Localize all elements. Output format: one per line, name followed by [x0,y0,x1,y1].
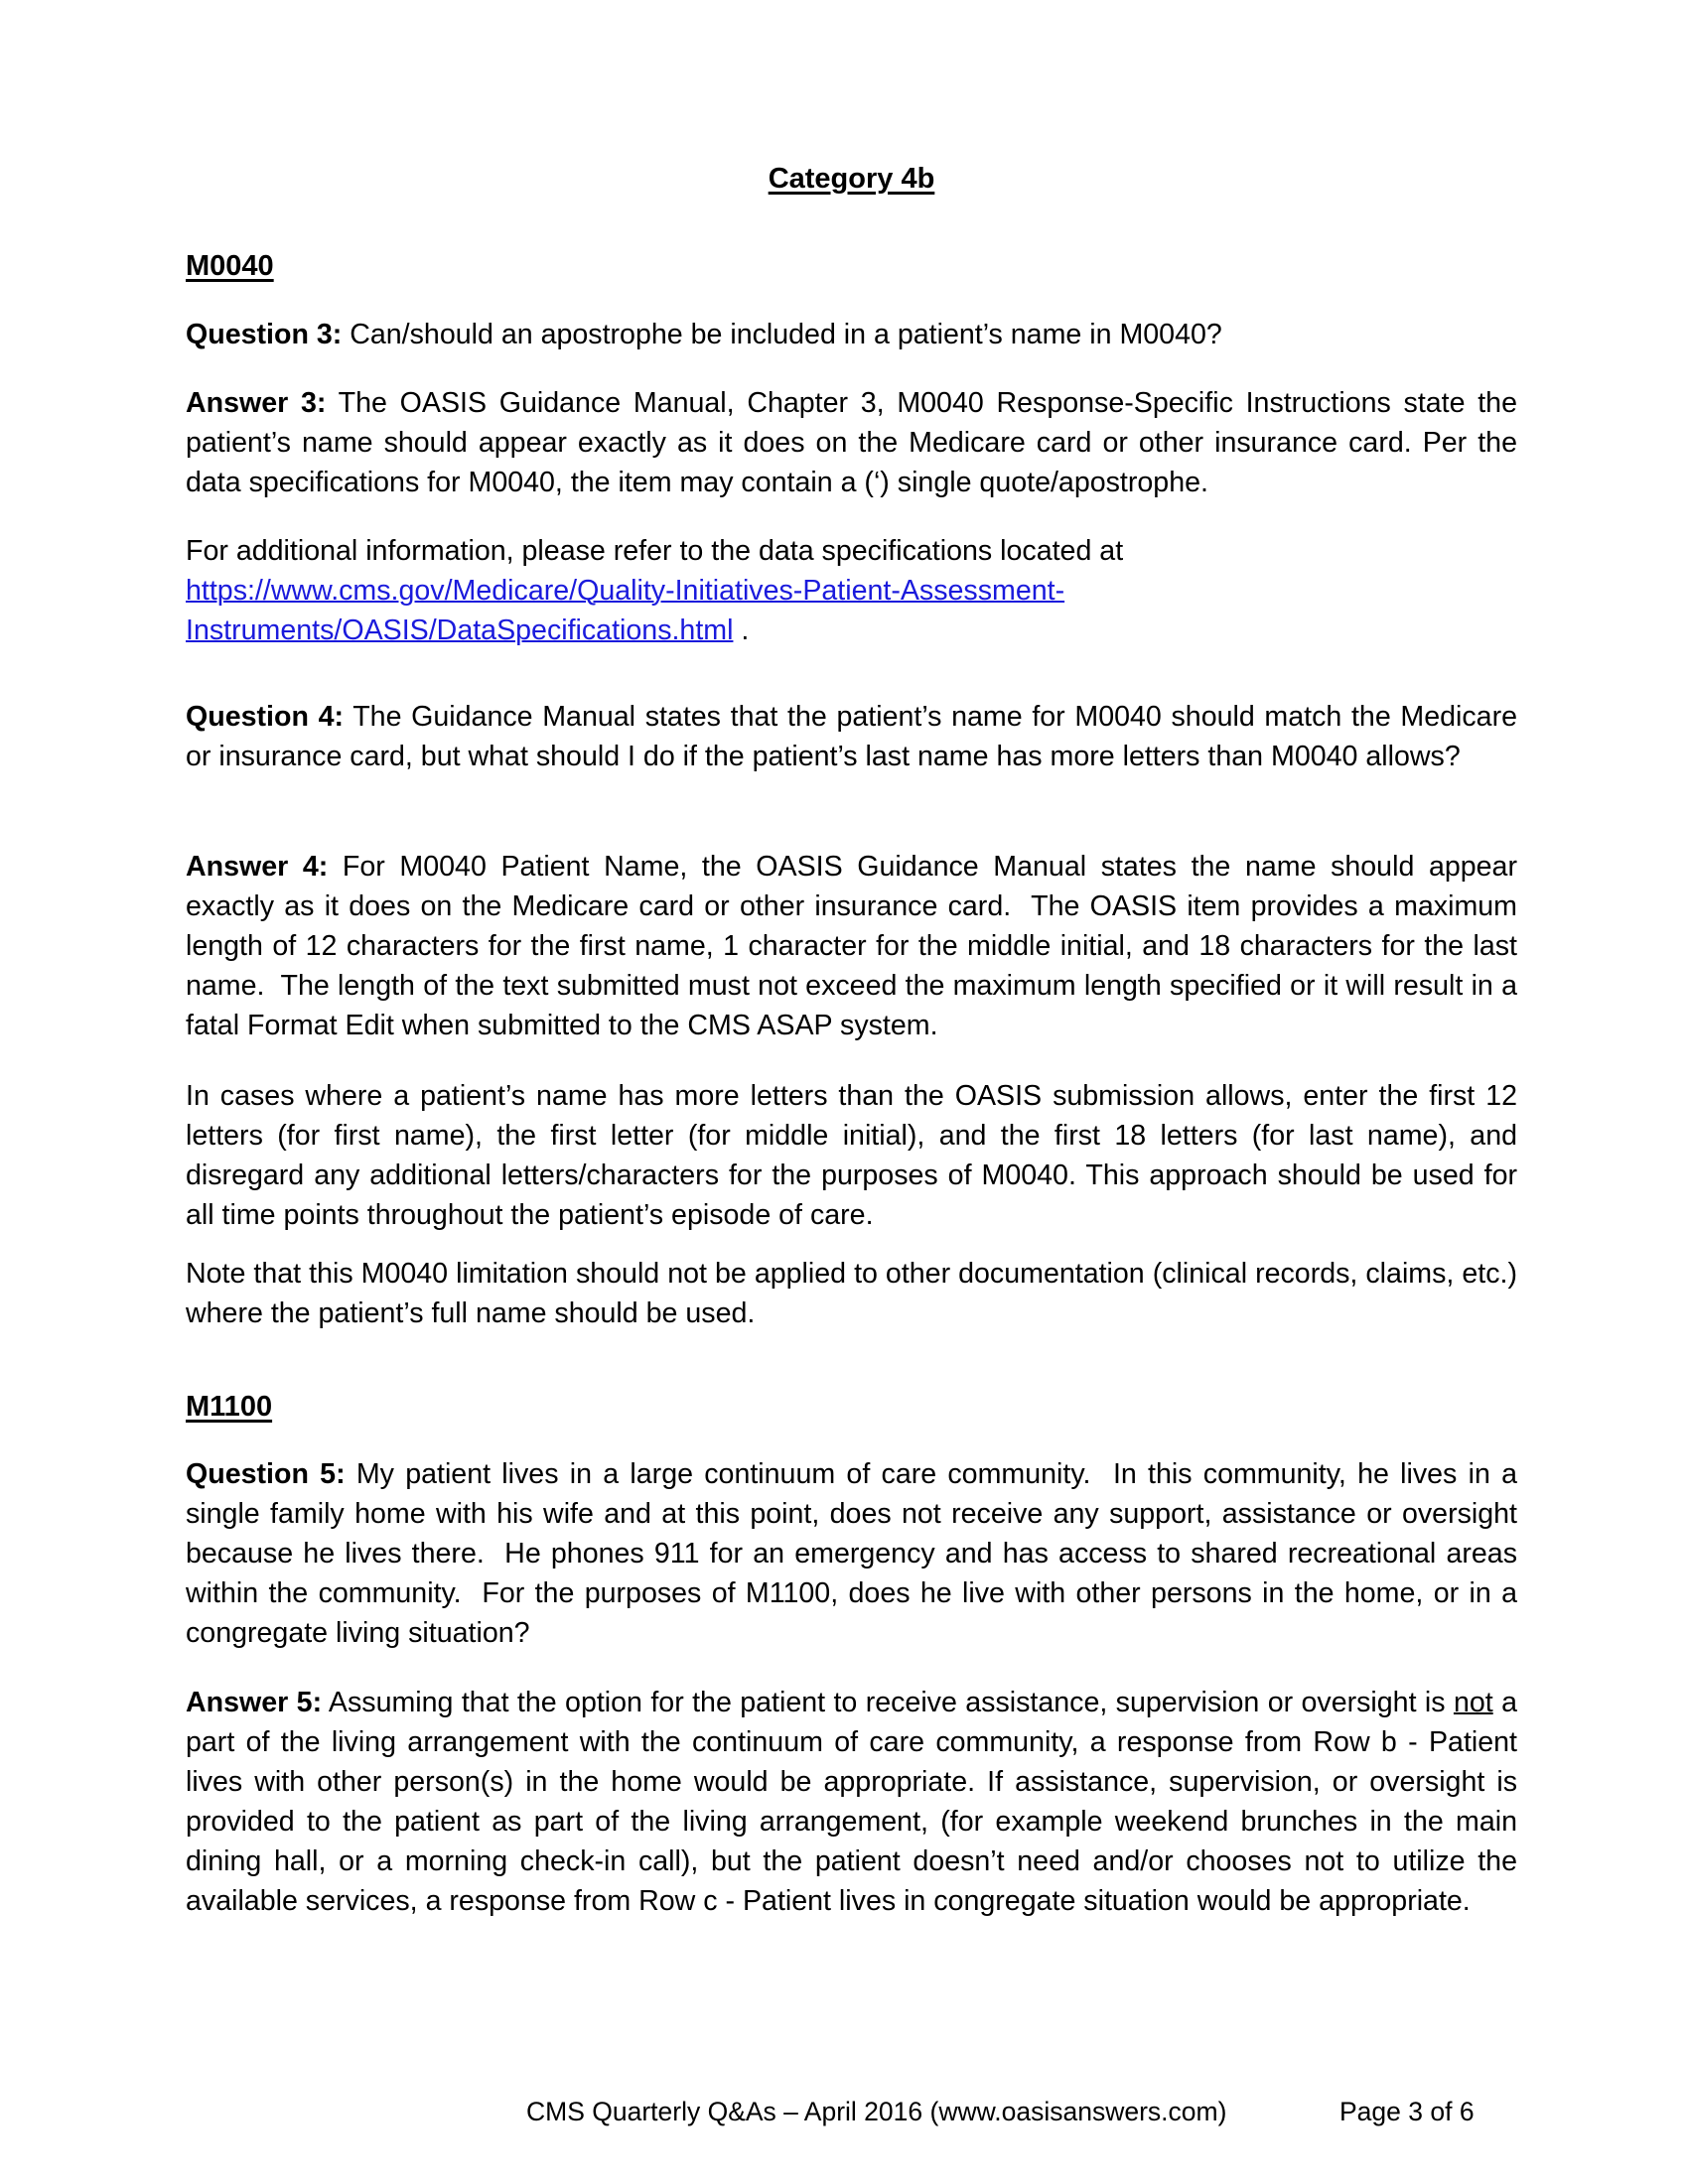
answer-4-label: Answer 4: [186,851,329,883]
answer-4-paragraph-3: Note that this M0040 limitation should not be applied to other documentation (clinical records, claims, etc.) where the patient’s full name should be used. [186,1258,1517,1329]
section-heading-m1100: M1100 [186,1391,273,1423]
answer-5-text-post: a part of the living arrangement with the continuum of care community, a response from Row b - Patient lives with other person(s) in the home would be appropriate. If assistance, supervision, or oversight is provided to the patient as part of the living arrangement, (for example weekend brunches in the main dining hall, or a morning check-in call), but the patient doesn’t need and/or chooses not to utilize the available services, a response from Row c - Patient lives in congregate situation would be appropriate. [186,1687,1517,1917]
link-trailing-period: . [733,614,750,646]
answer-5-label: Answer 5: [186,1687,323,1718]
answer-5-text-pre: Assuming that the option for the patient to receive assistance, supervision or oversight is [322,1687,1454,1718]
section-heading-m0040: M0040 [186,250,274,282]
answer-4-text: For M0040 Patient Name, the OASIS Guidance Manual states the name should appear exactly as it does on the Medicare card or other insurance card. The OASIS item provides a maximum length of 12 characters for the first name, 1 character for the middle initial, and 18 characters for the last name. The length of the text submitted must not exceed the maximum length specified or it will result in a fatal Format Edit when submitted to the CMS ASAP system. [186,851,1517,1041]
footer-source: CMS Quarterly Q&As – April 2016 (www.oasisanswers.com) [526,2097,1227,2126]
answer-5 [186,1683,1517,1921]
additional-info-text: For additional information, please refer to the data specifications located at [186,535,1124,567]
question-4-text: The Guidance Manual states that the patient’s name for M0040 should match the Medicare or insurance card, but what should I do if the patient’s last name has more letters than M0040 allows? [186,701,1518,772]
question-5-label: Question 5: [186,1458,346,1490]
question-5-text: My patient lives in a large continuum of care community. In this community, he lives in a single family home with his wife and at this point, does not receive any support, assistance or oversight because he lives there. He phones 911 for an emergency and has access to shared recreational areas within the community. For the purposes of M1100, does he live with other persons in the home, or in a congregate living situation? [186,1458,1518,1649]
answer-5-emphasis: not [1453,1687,1493,1718]
additional-info [186,531,1517,650]
question-4 [186,697,1517,776]
answer-4 [186,847,1517,1045]
answer-4-paragraph-2: In cases where a patient’s name has more letters than the OASIS submission allows, enter the first 12 letters (for first name), the first letter (for middle initial), and the first 18 letters (for last name), and disregard any additional letters/characters for the purposes of M0040. This approach should be used for all time points throughout the patient’s episode of care. [186,1080,1517,1231]
answer-3-text: The OASIS Guidance Manual, Chapter 3, M0040 Response-Specific Instructions state the patient’s name should appear exactly as it does on the Medicare card or other insurance card. Per the data specifications for M0040, the item may contain a (‘) single quote/apostrophe. [186,387,1517,498]
category-title: Category 4b [768,163,935,195]
question-5 [186,1454,1517,1653]
footer-page-number: Page 3 of 6 [1339,2097,1475,2126]
answer-3 [186,383,1517,502]
data-specifications-link[interactable]: https://www.cms.gov/Medicare/Quality-Initiatives-Patient-Assessment- Instruments/OASIS/DataSpecifications.html [186,575,1065,646]
question-4-label: Question 4: [186,701,345,733]
question-3 [186,315,1517,354]
question-3-label: Question 3: [186,319,343,350]
answer-3-label: Answer 3: [186,387,327,419]
question-3-text: Can/should an apostrophe be included in a patient’s name in M0040? [342,319,1222,350]
